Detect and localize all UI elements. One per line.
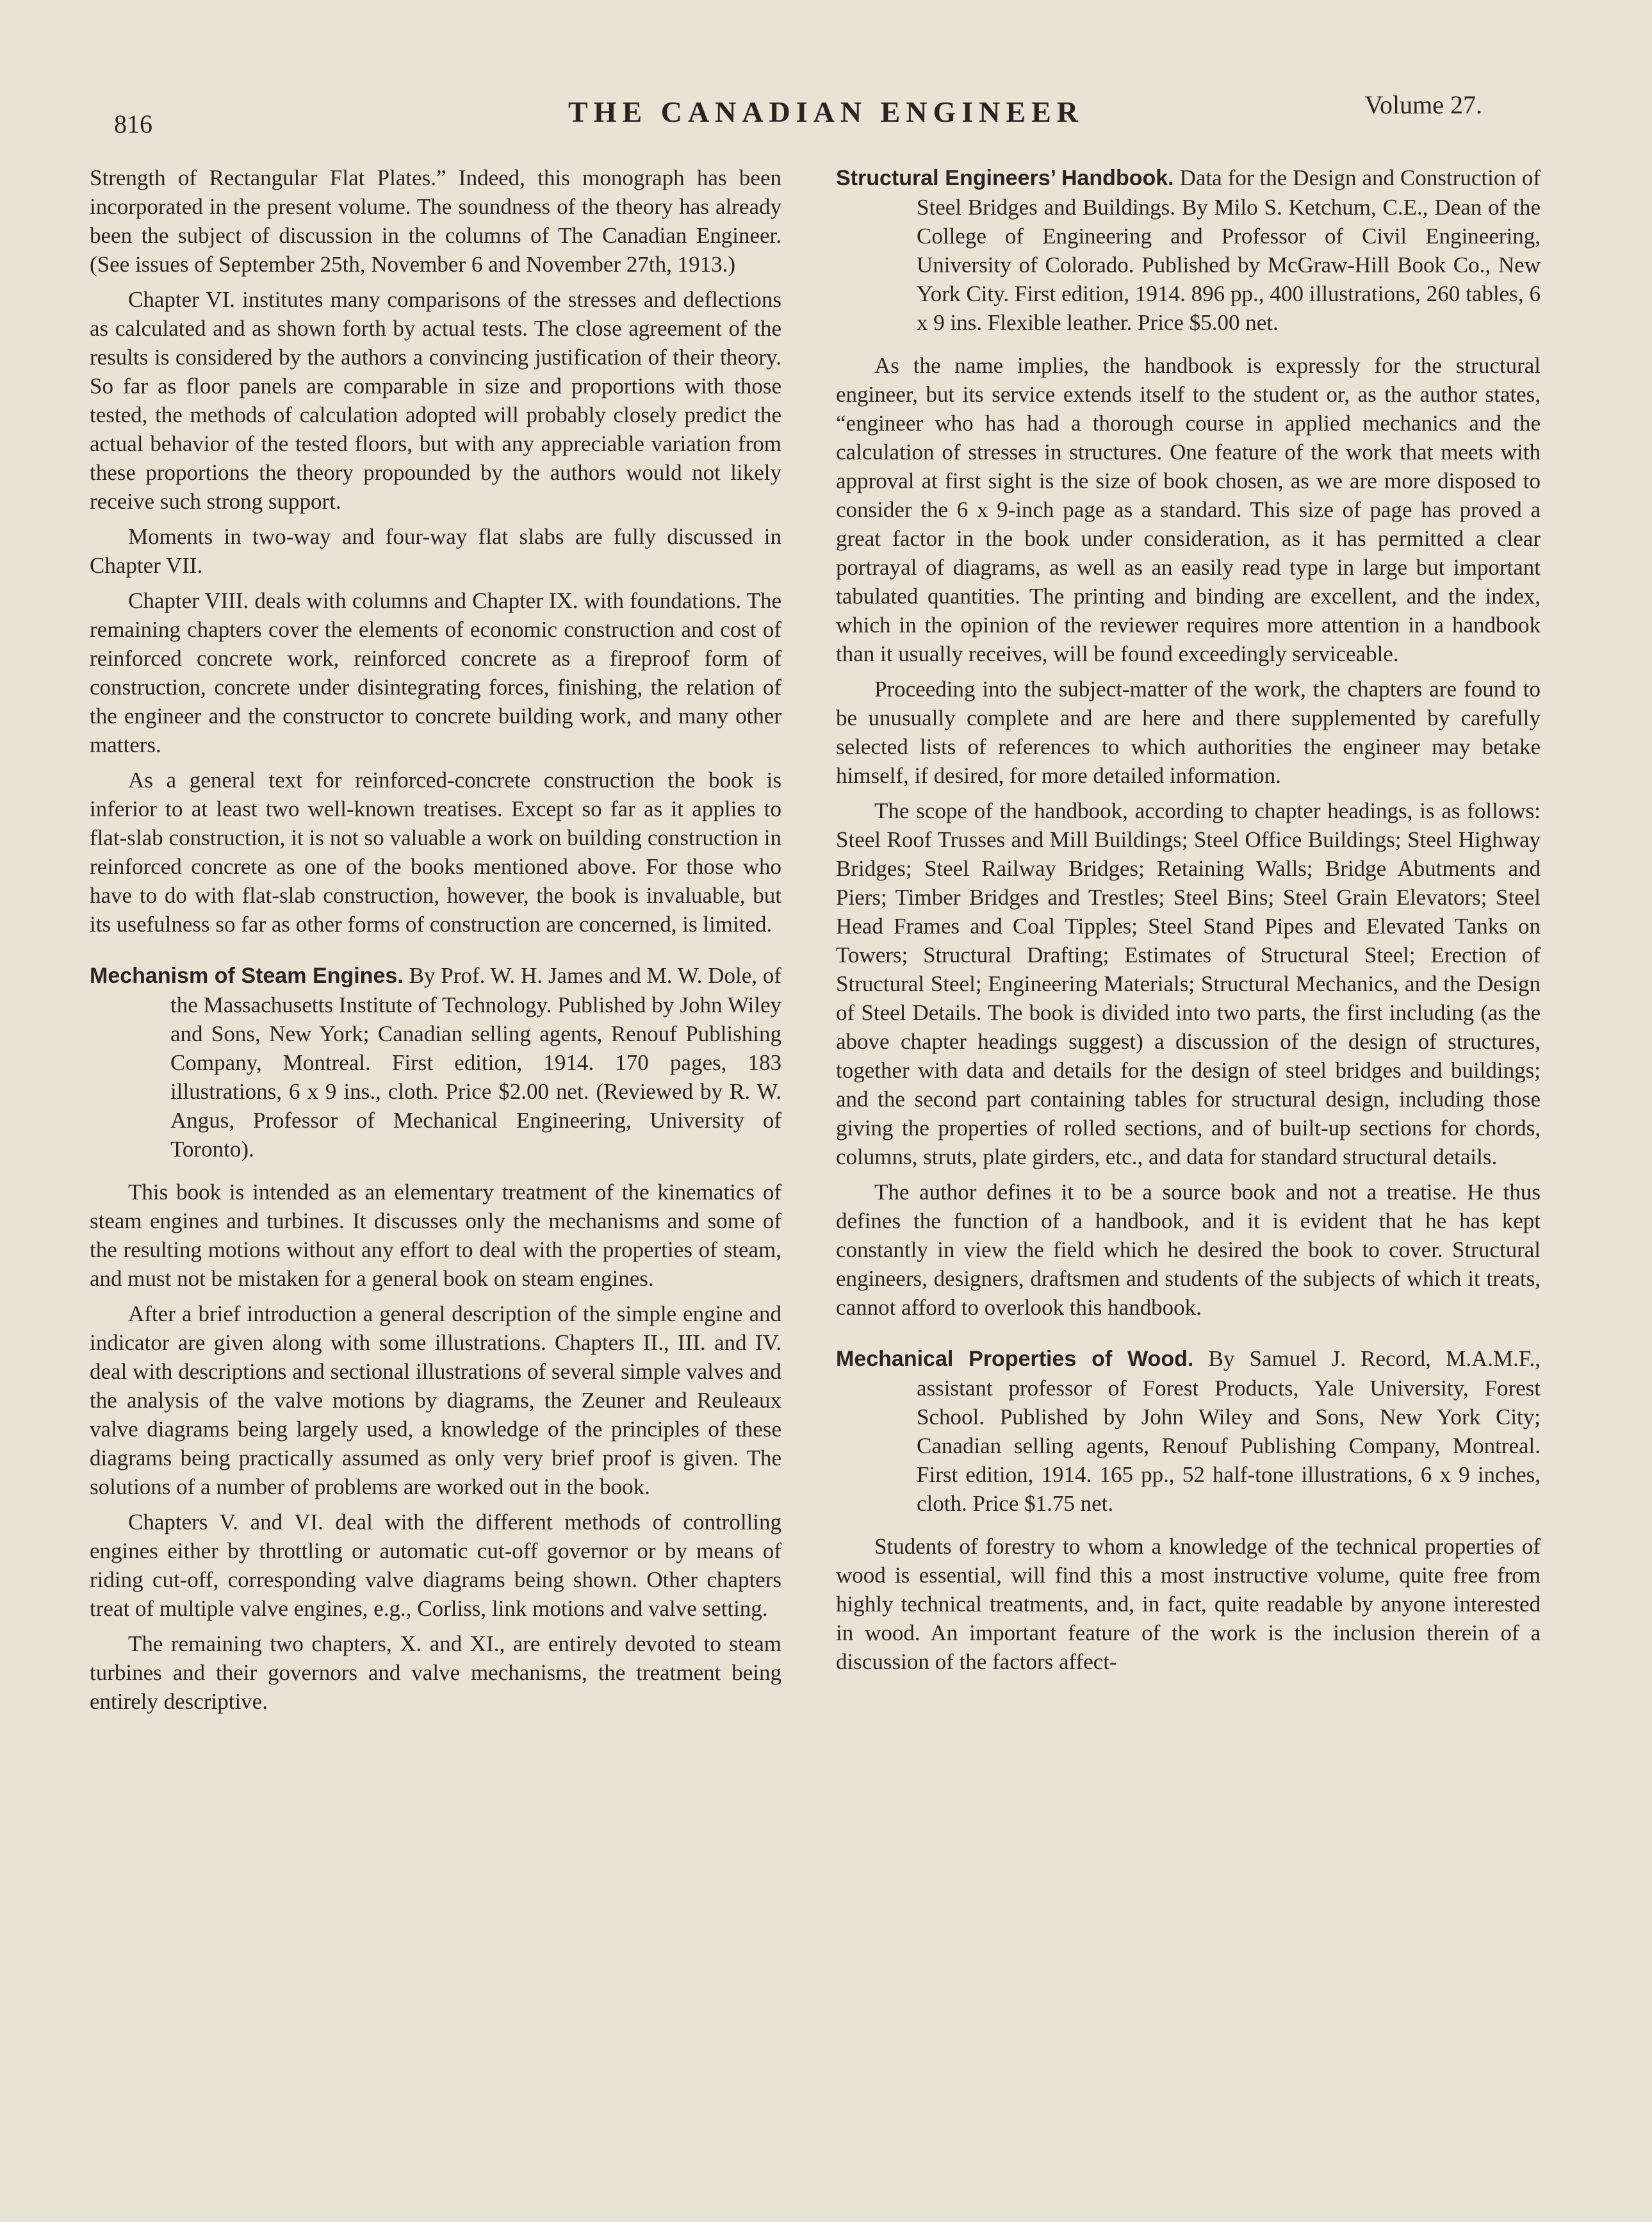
page-number: 816 bbox=[114, 110, 152, 138]
body-paragraph: As a general text for reinforced-concrete construction the book is inferior to at least two well-known treatises. Except so far as it applies to flat-slab construction, it is not so valuable a work on building construction in reinforced concrete as one of the books mentioned above. For those who have to do with flat-slab construction, however, the book is invaluable, but its usefulness so far as other forms of construction are concerned, is limited. bbox=[90, 768, 781, 937]
body-paragraph: Students of forestry to whom a knowledge of the technical properties of wood is essential, will find this a most instructive volume, quite free from highly technical treatments, and, in fact, quite readable by anyone interested in wood. An important feature of the work is the inclusion therein of a discussion of the factors affect- bbox=[836, 1534, 1541, 1674]
body-paragraph: Chapters V. and VI. deal with the different methods of controlling engines either by throttling or automatic cut-off governor or by means of riding cut-off, corresponding valve diagrams being shown. Other chapters treat of multiple valve engines, e.g., Corliss, link motions and valve setting. bbox=[90, 1510, 781, 1621]
volume-label: Volume 27. bbox=[1364, 90, 1482, 119]
review-title: Mechanism of Steam Engines. bbox=[90, 964, 404, 988]
body-paragraph: Chapter VIII. deals with columns and Chapter IX. with foundations. The remaining chapters cover the elements of economic construction and cost of reinforced concrete work, reinforced concrete as a fireproof form of construction, concrete under disintegrating forces, finishing, the relation of the engineer and the constructor to concrete building work, and many other matters. bbox=[90, 588, 781, 757]
review-heading bbox=[90, 961, 781, 1164]
review-title: Structural Engineers’ Handbook. bbox=[836, 166, 1174, 190]
review-heading bbox=[836, 1344, 1541, 1518]
body-paragraph: As the name implies, the handbook is expressly for the structural engineer, but its service extends itself to the student or, as the author states, “engineer who has had a thorough course in applied mechanics and the calculation of stresses in structures. One feature of the work that meets with approval at first sight is the size of book chosen, as we are more disposed to consider the 6 x 9-inch page as a standard. This size of page has proved a great factor in the book under consideration, as it has permitted a clear portrayal of diagrams, as well as an easily read type in large but important tabulated quantities. The printing and binding are excellent, and the index, which in the opinion of the reviewer requires more attention in a handbook than it usually receives, will be found exceedingly serviceable. bbox=[836, 353, 1541, 666]
body-paragraph: Moments in two-way and four-way flat slabs are fully discussed in Chapter VII. bbox=[90, 524, 781, 578]
body-paragraph: Chapter VI. institutes many comparisons of the stresses and deflections as calculated and as shown forth by actual tests. The close agreement of the results is considered by the authors a convincing justification of their theory. So far as floor panels are comparable in size and proportions with those tested, the methods of calculation adopted will probably closely predict the actual behavior of the tested floors, but with any appreciable variation from these proportions the theory propounded by the authors would not likely receive such strong support. bbox=[90, 287, 781, 514]
right-column bbox=[836, 163, 1541, 1683]
journal-title: THE CANADIAN ENGINEER bbox=[568, 95, 1084, 128]
body-paragraph: The author defines it to be a source book and not a treatise. He thus defines the function of a handbook, and it is evident that he has kept constantly in view the field which he desired the book to cover. Structural engineers, designers, draftsmen and students of the subjects of which it treats, cannot afford to overlook this handbook. bbox=[836, 1180, 1541, 1320]
review-heading bbox=[836, 163, 1541, 337]
body-paragraph: This book is intended as an elementary treatment of the kinematics of steam engines and turbines. It discusses only the mechanisms and some of the resulting motions without any effort to deal with the properties of steam, and must not be mistaken for a general book on steam engines. bbox=[90, 1180, 781, 1291]
page-header bbox=[0, 83, 1652, 138]
body-paragraph: Proceeding into the subject-matter of the work, the chapters are found to be unusually complete and are here and there supplemented by carefully selected lists of references to which authorities the engineer may betake himself, if desired, for more detailed information. bbox=[836, 677, 1541, 788]
review-title: Mechanical Properties of Wood. bbox=[836, 1347, 1194, 1371]
left-column bbox=[90, 163, 781, 1722]
body-paragraph: Strength of Rectangular Flat Plates.” Indeed, this monograph has been incorporated in the present volume. The soundness of the theory has already been the subject of discussion in the columns of The Canadian Engineer. (See issues of September 25th, November 6 and November 27th, 1913.) bbox=[90, 165, 781, 277]
review-citation: By Prof. W. H. James and M. W. Dole, of the Massachusetts Institute of Technology. Published by John Wiley and Sons, New York; Canadian selling agents, Renouf Publishing Company, Montreal. First edition, 1914. 170 pages, 183 illustrations, 6 x 9 ins., cloth. Price $2.00 net. (Reviewed by R. W. Angus, Professor of Mechanical Engineering, University of Toronto). bbox=[170, 963, 782, 1162]
body-paragraph: The remaining two chapters, X. and XI., are entirely devoted to steam turbines and their governors and valve mechanisms, the treatment being entirely descriptive. bbox=[90, 1631, 781, 1714]
body-paragraph: After a brief introduction a general description of the simple engine and indicator are given along with some illustrations. Chapters II., III. and IV. deal with descriptions and sectional illustrations of several simple valves and the analysis of the valve motions by diagrams, the Zeuner and Reuleaux valve diagrams being largely used, a knowledge of the principles of these diagrams being practically assumed as only very brief proof is given. The solutions of a number of problems are worked out in the book. bbox=[90, 1301, 781, 1499]
review-citation: Data for the Design and Construction of Steel Bridges and Buildings. By Milo S. Ketchum, C.E., Dean of the College of Engineering and Professor of Civil Engineering, University of Colorado. Published by McGraw-Hill Book Co., New York City. First edition, 1914. 896 pp., 400 illustrations, 260 tables, 6 x 9 ins. Flexible leather. Price $5.00 net. bbox=[917, 165, 1541, 335]
review-citation: By Samuel J. Record, M.A.M.F., assistant professor of Forest Products, Yale University, Forest School. Published by John Wiley and Sons, New York City; Canadian selling agents, Renouf Publishing Company, Montreal. First edition, 1914. 165 pp., 52 half-tone illustrations, 6 x 9 inches, cloth. Price $1.75 net. bbox=[917, 1346, 1541, 1516]
body-paragraph: The scope of the handbook, according to chapter headings, is as follows: Steel Roof Trusses and Mill Buildings; Steel Office Buildings; Steel Highway Bridges; Steel Railway Bridges; Retaining Walls; Bridge Abutments and Piers; Timber Bridges and Trestles; Steel Bins; Steel Grain Elevators; Steel Head Frames and Coal Tipples; Steel Stand Pipes and Elevated Tanks on Towers; Structural Drafting; Estimates of Structural Steel; Erection of Structural Steel; Engineering Materials; Structural Mechanics, and the Design of Steel Details. The book is divided into two parts, the first including (as the above chapter headings suggest) a discussion of the design of structures, together with data and details for the design of steel bridges and buildings; and the second part containing tables for structural design, including those giving the properties of rolled sections, and of built-up sections for chords, columns, struts, plate girders, etc., and data for standard structural details. bbox=[836, 798, 1541, 1169]
